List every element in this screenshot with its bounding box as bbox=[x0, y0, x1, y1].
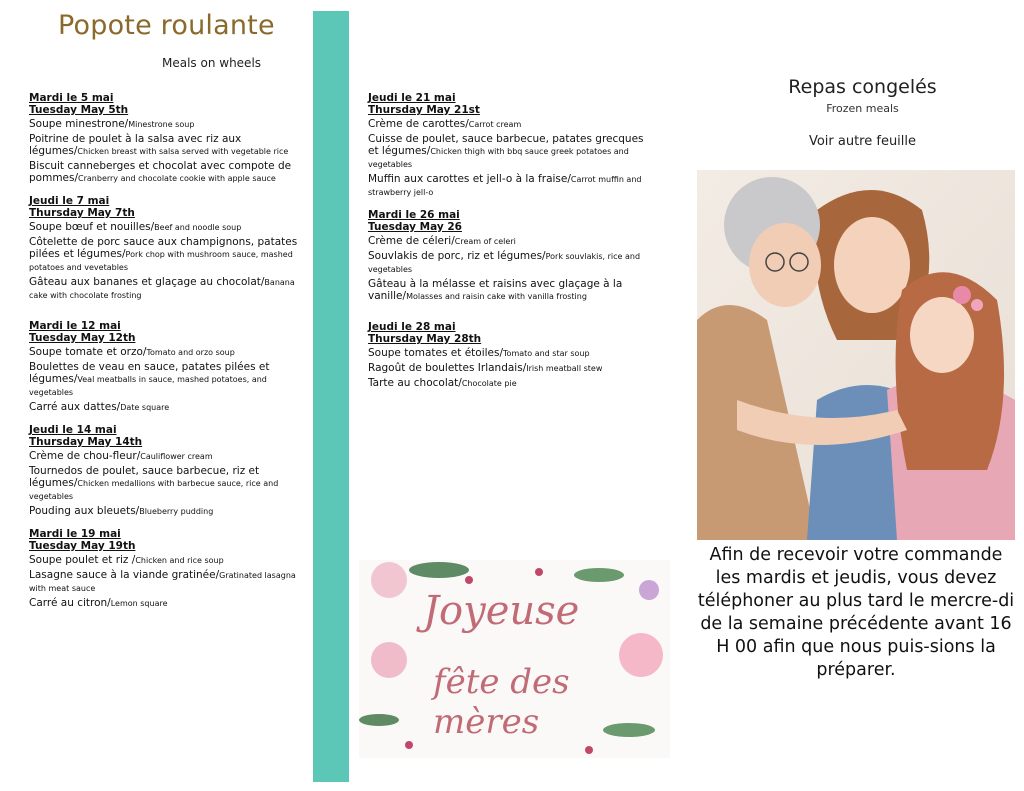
menu-day bbox=[29, 528, 304, 610]
meal-english: Blueberry pudding bbox=[139, 507, 214, 516]
meal-item bbox=[368, 347, 653, 360]
meal-english: Pork souvlakis, rice and vegetables bbox=[368, 252, 641, 274]
menu-day bbox=[29, 92, 304, 185]
meal-english: Tomato and orzo soup bbox=[146, 348, 235, 357]
meal-item bbox=[29, 236, 304, 274]
meal-french: Tarte au chocolat/ bbox=[368, 377, 462, 389]
date-french: Jeudi le 7 mai bbox=[29, 195, 110, 207]
meal-item bbox=[29, 450, 304, 463]
meal-item bbox=[29, 401, 304, 414]
meal-item bbox=[29, 465, 304, 503]
meal-english: Beef and noodle soup bbox=[154, 223, 242, 232]
family-hug-illustration bbox=[697, 170, 1015, 540]
meal-item bbox=[368, 235, 653, 248]
meal-french: Côtelette de porc sauce aux champignons, patates pilées et légumes/ bbox=[29, 236, 298, 260]
meal-english: Chicken breast with salsa served with vegetable rice bbox=[77, 147, 289, 156]
meal-french: Soupe poulet et riz / bbox=[29, 554, 136, 566]
date-french: Mardi le 26 mai bbox=[368, 209, 460, 221]
meal-english: Chicken and rice soup bbox=[135, 556, 224, 565]
meal-french: Soupe tomate et orzo/ bbox=[29, 346, 147, 358]
meal-french: Ragoût de boulettes Irlandais/ bbox=[368, 362, 527, 374]
mothers-day-card bbox=[359, 560, 670, 758]
meal-item bbox=[368, 118, 653, 131]
meal-french: Biscuit canneberges et chocolat avec compote de pommes/ bbox=[29, 160, 292, 184]
accent-band bbox=[313, 11, 349, 782]
meal-french: Muffin aux carottes et jell-o à la fraise/ bbox=[368, 173, 571, 185]
meal-french: Gâteau aux bananes et glaçage au chocolat/ bbox=[29, 276, 265, 288]
meal-french: Crème de céleri/ bbox=[368, 235, 455, 247]
meal-english: Chicken medallions with barbecue sauce, rice and vegetables bbox=[29, 479, 279, 501]
meal-french: Soupe bœuf et nouilles/ bbox=[29, 221, 155, 233]
meal-english: Cranberry and chocolate cookie with apple sauce bbox=[78, 174, 276, 183]
order-instructions: Afin de recevoir votre commande les mardis et jeudis, vous devez téléphoner au plus tard le mercre-di de la semaine précédente avant 16 H 00 afin que nous puis-sions la préparer. bbox=[697, 545, 1015, 680]
meal-french: Poitrine de poulet à la salsa avec riz aux légumes/ bbox=[29, 133, 242, 157]
date-english: Thursday May 28th bbox=[368, 333, 482, 345]
meal-item bbox=[368, 278, 653, 303]
meal-item bbox=[368, 133, 653, 171]
meal-item bbox=[29, 569, 304, 595]
menu-day bbox=[29, 195, 304, 302]
meal-english: Chicken thigh with bbq sauce greek potatoes and vegetables bbox=[368, 147, 629, 169]
meal-english: Carrot muffin and strawberry jell-o bbox=[368, 175, 642, 197]
meal-english: Cream of celeri bbox=[454, 237, 516, 246]
menu-column-2 bbox=[368, 92, 653, 400]
frozen-meals-subtitle: Frozen meals bbox=[826, 102, 899, 115]
meal-french: Crème de chou-fleur/ bbox=[29, 450, 141, 462]
date-french: Mardi le 5 mai bbox=[29, 92, 114, 104]
meal-item bbox=[368, 250, 653, 276]
card-line-2: fête des mères bbox=[433, 662, 570, 742]
meal-english: Chocolate pie bbox=[461, 379, 517, 388]
meal-english: Pork chop with mushroom sauce, mashed potatoes and vevetables bbox=[29, 250, 293, 272]
meal-item bbox=[29, 118, 304, 131]
meal-english: Cauliflower cream bbox=[140, 452, 213, 461]
meal-english: Carrot cream bbox=[468, 120, 522, 129]
see-other-sheet-note: Voir autre feuille bbox=[808, 134, 917, 149]
date-french: Jeudi le 28 mai bbox=[368, 321, 456, 333]
frozen-meals-title: Repas congelés bbox=[788, 76, 937, 98]
meal-english: Tomato and star soup bbox=[503, 349, 590, 358]
date-english: Thursday May 14th bbox=[29, 436, 143, 448]
meal-french: Tournedos de poulet, sauce barbecue, riz et légumes/ bbox=[29, 465, 260, 489]
meal-item bbox=[368, 173, 653, 199]
meal-english: Lemon square bbox=[110, 599, 168, 608]
meal-item bbox=[29, 276, 304, 302]
meal-english: Irish meatball stew bbox=[526, 364, 603, 373]
meal-french: Pouding aux bleuets/ bbox=[29, 505, 140, 517]
meal-english: Veal meatballs in sauce, mashed potatoes, and vegetables bbox=[29, 375, 267, 397]
meal-english: Minestrone soup bbox=[128, 120, 195, 129]
page-title: Popote roulante bbox=[58, 10, 275, 41]
meal-english: Molasses and raisin cake with vanilla frosting bbox=[406, 292, 587, 301]
meal-french: Lasagne sauce à la viande gratinée/ bbox=[29, 569, 220, 581]
menu-column-1 bbox=[29, 92, 304, 620]
card-line-1: Joyeuse bbox=[423, 588, 580, 634]
date-english: Thursday May 7th bbox=[29, 207, 135, 219]
meal-french: Boulettes de veau en sauce, patates pilées et légumes/ bbox=[29, 361, 270, 385]
meal-french: Soupe tomates et étoiles/ bbox=[368, 347, 504, 359]
date-english: Tuesday May 26 bbox=[368, 221, 462, 233]
meal-french: Crème de carottes/ bbox=[368, 118, 469, 130]
meal-french: Souvlakis de porc, riz et légumes/ bbox=[368, 250, 546, 262]
menu-day bbox=[368, 209, 653, 303]
meal-english: Banana cake with chocolate frosting bbox=[29, 278, 295, 300]
menu-day bbox=[29, 320, 304, 414]
date-english: Thursday May 21st bbox=[368, 104, 480, 116]
menu-day bbox=[368, 321, 653, 390]
date-english: Tuesday May 5th bbox=[29, 104, 129, 116]
date-english: Tuesday May 12th bbox=[29, 332, 136, 344]
meal-english: Date square bbox=[120, 403, 170, 412]
meal-item bbox=[368, 362, 653, 375]
date-french: Mardi le 12 mai bbox=[29, 320, 121, 332]
meal-french: Soupe minestrone/ bbox=[29, 118, 129, 130]
meal-item bbox=[29, 346, 304, 359]
meal-french: Carré aux dattes/ bbox=[29, 401, 121, 413]
page-subtitle: Meals on wheels bbox=[162, 56, 262, 70]
date-french: Mardi le 19 mai bbox=[29, 528, 121, 540]
menu-day bbox=[29, 424, 304, 518]
date-english: Tuesday May 19th bbox=[29, 540, 136, 552]
meal-item bbox=[29, 361, 304, 399]
meal-item bbox=[368, 377, 653, 390]
date-french: Jeudi le 21 mai bbox=[368, 92, 456, 104]
meal-item bbox=[29, 505, 304, 518]
meal-french: Cuisse de poulet, sauce barbecue, patates grecques et légumes/ bbox=[368, 133, 644, 157]
meal-item bbox=[29, 133, 304, 158]
meal-item bbox=[29, 554, 304, 567]
meal-french: Gâteau à la mélasse et raisins avec glaçage à la vanille/ bbox=[368, 278, 623, 302]
meal-french: Carré au citron/ bbox=[29, 597, 111, 609]
meal-item bbox=[29, 221, 304, 234]
menu-day bbox=[368, 92, 653, 199]
meal-item bbox=[29, 597, 304, 610]
meal-english: Gratinated lasagna with meat sauce bbox=[29, 571, 296, 593]
date-french: Jeudi le 14 mai bbox=[29, 424, 117, 436]
meal-item bbox=[29, 160, 304, 185]
